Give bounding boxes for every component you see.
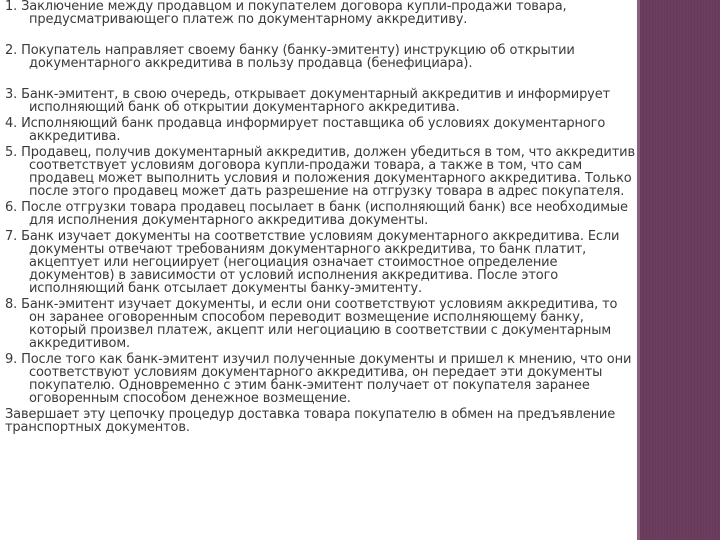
step-8-paragraph: 8. Банк-эмитент изучает документы, и если они соответствуют условиям аккредитива, то он заранее оговоренным способом переводит возмещение исполняющему банку, который произвел платеж, акцепт или негоциацию в соответствии с документарным аккредитивом.: [5, 297, 618, 351]
step-6-paragraph: 6. После отгрузки товара продавец посылает в банк (исполняющий банк) все необходимые для исполнения документарного аккредитива документы.: [5, 200, 628, 228]
step-2-paragraph: 2. Покупатель направляет своему банку (банку-эмитенту) инструкцию об открытии документарного аккредитива в пользу продавца (бенефициара).: [5, 43, 575, 71]
step-7-paragraph: 7. Банк изучает документы на соответствие условиям документарного аккредитива. Если документы отвечают требованиям документарного аккредитива, то банк платит, акцептует или негоциирует (негоциация означает стоимостное определение документов) в зависимости от условий исполнения аккредитива. После этого исполняющий банк отсылает документы банку-эмитенту.: [5, 229, 620, 296]
conclusion-paragraph: Завершает эту цепочку процедур доставка товара покупателю в обмен на предъявление транспортных документов.: [5, 407, 616, 435]
step-1-paragraph: 1. Заключение между продавцом и покупателем договора купли-продажи товара, предусматривающего платеж по документарному аккредитиву.: [5, 0, 567, 27]
sidebar-divider: [637, 0, 640, 540]
step-4-paragraph: 4. Исполняющий банк продавца информирует поставщика об условиях документарного аккредитива.: [5, 116, 606, 144]
slide-body: [5, 0, 635, 434]
decorative-sidebar: [640, 0, 720, 540]
step-3-paragraph: 3. Банк-эмитент, в свою очередь, открывает документарный аккредитив и информирует исполняющий банк об открытии документарного аккредитива.: [5, 87, 610, 115]
step-5-paragraph: 5. Продавец, получив документарный аккредитив, должен убедиться в том, что аккредитив соответствует условиям договора купли-продажи товара, а также в том, что сам продавец может выполнить условия и положения документарного аккредитива. Только после этого продавец может дать разрешение на отгрузку товара в адрес покупателя.: [5, 145, 635, 199]
step-9-paragraph: 9. После того как банк-эмитент изучил полученные документы и пришел к мнению, что они соответствуют условиям документарного аккредитива, он передает эти документы покупателю. Одновременно с этим банк-эмитент получает от покупателя заранее оговоренным способом денежное возмещение.: [5, 352, 632, 406]
